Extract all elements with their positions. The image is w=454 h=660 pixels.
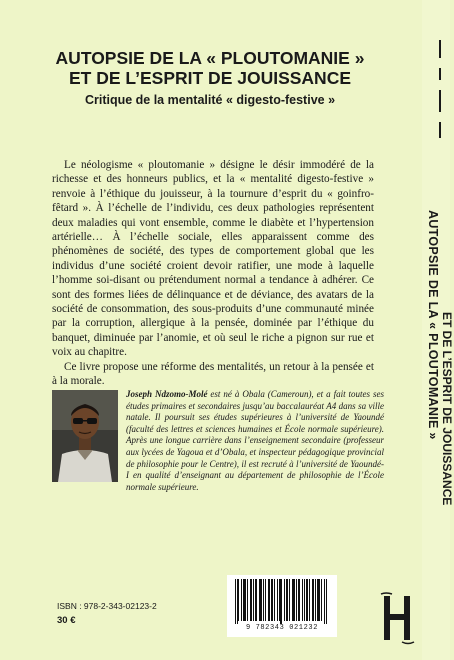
barcode-bar xyxy=(321,579,322,621)
blurb-paragraph-2: Ce livre propose une réforme des mentalités, un retour à la pensée et à la morale. xyxy=(52,360,374,388)
barcode-bar xyxy=(245,579,246,621)
spine-title-line1: AUTOPSIE DE LA « PLOUTOMANIE » xyxy=(426,210,440,440)
barcode-bar xyxy=(319,579,320,621)
barcode-bar xyxy=(244,579,245,621)
barcode-bar xyxy=(302,579,303,621)
book-title-line1: AUTOPSIE DE LA « PLOUTOMANIE » xyxy=(55,48,365,68)
author-bio-text: est né à Obala (Cameroun), et a fait toutes ses études primaires et secondaires jusqu’au baccalauréat A4 dans sa ville natale. Il poursuit ses études supérieures à l’université de Yaoundé (faculté des lettres et sciences humaines et École normale supérieure). Après une longue carrière dans l’enseignement secondaire (professeur aux lycées de Yagoua et d’Obala, et inspecteur pédagogique provincial de philosophie pour le Centre), il est recruté à l’université de Yaoundé-I en qualité d’enseignant au département de philosophie de l’École normale supérieure. xyxy=(126,389,384,492)
barcode-bar xyxy=(235,579,236,624)
barcode-bar xyxy=(281,579,282,624)
barcode-bar xyxy=(284,579,285,621)
price: 30 € xyxy=(57,615,76,626)
barcode-bar xyxy=(298,579,299,621)
barcode-bar xyxy=(324,579,325,624)
barcode-bar xyxy=(268,579,269,621)
barcode-bars xyxy=(227,575,337,625)
barcode-bar xyxy=(326,579,327,624)
barcode-bar xyxy=(251,579,252,621)
isbn: ISBN : 978-2-343-02123-2 xyxy=(57,601,157,611)
barcode-bar xyxy=(296,579,297,621)
barcode-bar xyxy=(304,579,305,621)
barcode-bar xyxy=(259,579,260,621)
barcode-bar xyxy=(292,579,293,621)
barcode-bar xyxy=(256,579,257,621)
barcode-bar xyxy=(243,579,244,621)
barcode-bar xyxy=(272,579,273,621)
barcode-bar xyxy=(317,579,318,621)
barcode-bar xyxy=(287,579,288,621)
barcode-bar xyxy=(237,579,238,624)
spine-title-line2: ET DE L’ESPRIT DE JOUISSANCE xyxy=(440,312,454,506)
blurb-paragraph-1: Le néologisme « ploutomanie » désigne le désir immodéré de la richesse et des honneurs publics, et la « mentalité digesto-festive » renvoie à l’éthique du jouisseur, à la tournure d’esprit du « goinfro-fêtard ». À l’échelle de l’individu, ces deux pathologies représentent deux maladies qui vont ensemble, comme le diabète et l’hypertension artérielle… À l’échelle sociale, elles apparaissent comme des phénomènes de société, des types de comportement global que les individus d’une société croient devoir ratifier, une mode à laquelle l’homme soi-disant ou prétendument normal a tendance à adhérer. Ce sont des formes liées de délinquance et de déviance, des avatars de la société de consommation, des sous-produits d’une communauté minée par la corruption, allergique à la pensée, dominée par l’éthique du banquet, diminuée par l’anomie, et où seul le riche a pignon sur rue et voix au chapitre. xyxy=(52,159,374,359)
barcode-bar xyxy=(250,579,251,621)
author-portrait-image xyxy=(52,390,118,482)
barcode-bar xyxy=(299,579,300,621)
barcode-bar xyxy=(261,579,262,621)
barcode-bar xyxy=(286,579,287,621)
barcode-bar xyxy=(274,579,275,621)
barcode-bar xyxy=(315,579,316,621)
author-name: Joseph Ndzomo-Molé xyxy=(126,389,208,399)
barcode xyxy=(227,575,337,637)
barcode-bar xyxy=(255,579,256,621)
barcode-bar xyxy=(238,579,239,621)
barcode-bar xyxy=(313,579,314,621)
barcode-bar xyxy=(279,579,280,621)
barcode-bar xyxy=(241,579,242,621)
spine-decoration xyxy=(425,40,447,150)
book-spine xyxy=(422,0,454,660)
barcode-bar xyxy=(263,579,264,621)
barcode-bar xyxy=(289,579,290,621)
barcode-bar xyxy=(318,579,319,621)
barcode-bar xyxy=(265,579,266,621)
barcode-bar xyxy=(293,579,294,621)
barcode-bar xyxy=(280,579,281,624)
barcode-bar xyxy=(260,579,261,621)
author-photo xyxy=(52,390,118,482)
barcode-bar xyxy=(253,579,254,621)
barcode-bar xyxy=(312,579,313,621)
barcode-bar xyxy=(309,579,310,621)
book-title xyxy=(20,48,400,88)
barcode-bar xyxy=(247,579,248,621)
barcode-bar xyxy=(277,579,278,621)
barcode-bar xyxy=(269,579,270,621)
book-subtitle: Critique de la mentalité « digesto-festive » xyxy=(84,93,336,107)
publisher-logo-icon xyxy=(378,590,418,646)
barcode-bar xyxy=(306,579,307,621)
barcode-bar xyxy=(294,579,295,621)
book-title-line2: ET DE L’ESPRIT DE JOUISSANCE xyxy=(69,68,351,88)
author-bio xyxy=(126,389,384,493)
barcode-number: 9 782343 021232 xyxy=(245,624,318,632)
blurb xyxy=(52,158,374,389)
barcode-bar xyxy=(307,579,308,621)
barcode-bar xyxy=(271,579,272,621)
